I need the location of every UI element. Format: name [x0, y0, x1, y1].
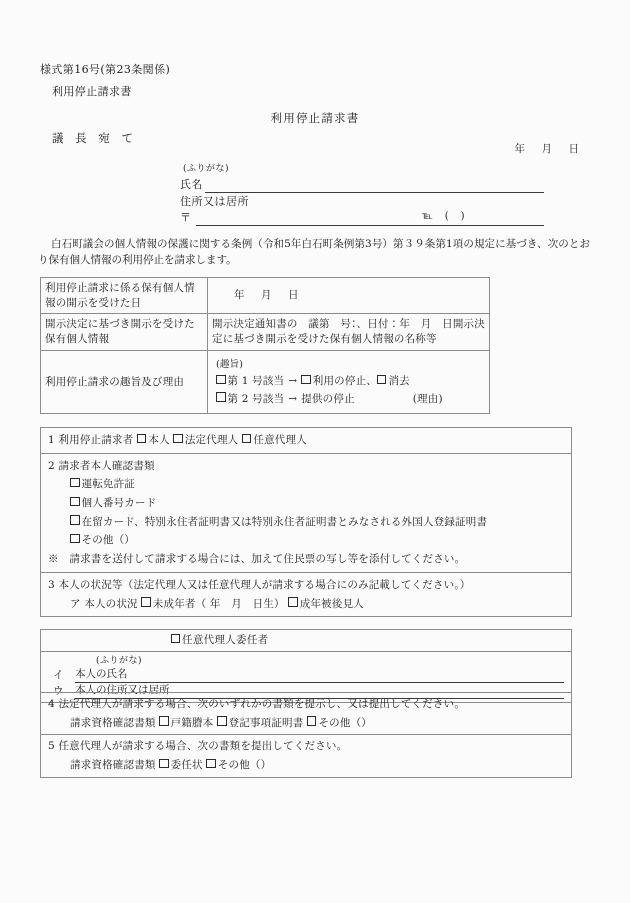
item-3-row	[48, 578, 564, 593]
item-1-number: 1	[48, 434, 55, 446]
disclosure-date-header: 利用停止請求に係る保有個人情報の開示を受けた日	[41, 278, 208, 314]
item-3-cell	[41, 572, 572, 616]
applicant-name-row	[180, 177, 544, 193]
applicant-address-input[interactable]	[196, 212, 544, 226]
purpose-subtitle: (趣旨)	[216, 358, 244, 370]
item-4-option-2: その他（）	[318, 716, 372, 729]
item-3-sub-key: ア	[70, 597, 81, 610]
item-5-row	[48, 739, 564, 754]
item-2-option-row-3	[48, 533, 564, 548]
proxy-name-key: イ	[53, 669, 64, 682]
arrow-icon: →	[288, 392, 298, 405]
table-row	[41, 314, 490, 350]
item-1-option-1: 法定代理人	[184, 434, 239, 446]
item-4-number: 4	[48, 698, 55, 710]
item-3-option-0: 未成年者（ 年 月 日生）	[152, 597, 285, 610]
item-3-option-1: 成年被後見人	[299, 597, 364, 610]
item-1-label: 利用停止請求者	[58, 434, 134, 446]
applicant-identity-block	[180, 163, 544, 226]
item-4-row	[48, 697, 564, 712]
checkbox-minor[interactable]	[141, 597, 151, 607]
item-1-cell	[41, 428, 572, 454]
submission-date-blank: 年 月 日	[514, 143, 582, 155]
item-3-sub-label: 本人の状況	[84, 597, 138, 610]
reason-label: (理由)	[412, 392, 443, 405]
item-2-option-0: 運転免許証	[81, 478, 135, 491]
item-5-options-row	[48, 758, 564, 773]
item-4-sub-label: 請求資格確認書類	[70, 716, 156, 729]
document-kind: 利用停止請求書	[52, 85, 132, 98]
purpose-option-1-label: 第 1 号該当	[227, 375, 285, 388]
applicant-telephone-label: ℡ ( )	[422, 211, 466, 223]
checkbox-power-of-attorney[interactable]	[159, 759, 169, 769]
item-4-option-0: 戸籍謄本	[170, 716, 214, 729]
checkbox-item-2[interactable]	[216, 392, 226, 402]
checkbox-stop-use[interactable]	[301, 375, 311, 385]
page-title: 利用停止請求書	[270, 111, 360, 125]
purpose-option-2-row	[216, 392, 483, 407]
proxy-address-label: 本人の住所又は居所	[75, 683, 170, 699]
checkbox-voluntary-proxy-delegator[interactable]	[171, 634, 181, 644]
disclosure-date-blank: 年 月 日	[234, 289, 302, 302]
intro-paragraph: 白石町議会の個人情報の保護に関する条例（令和5年白石町条例第3号）第３９条第1項の規定に基づき、次のとおり保有個人情報の利用停止を請求します。	[38, 238, 590, 267]
applicant-address-label: 住所又は居所	[180, 194, 249, 208]
checkbox-voluntary-proxy[interactable]	[242, 434, 252, 444]
item-5-option-0: 委任状	[170, 759, 203, 772]
purpose-option-2-text: 提供の停止	[301, 392, 355, 405]
applicant-name-label: 氏名	[180, 178, 203, 192]
item-4-option-1: 登記事項証明書	[228, 716, 304, 729]
checkbox-self[interactable]	[137, 434, 147, 444]
item-2-note: ※ 請求書を送付して請求する場合には、加えて住民票の写し等を添付してください。	[48, 553, 466, 566]
addressee: 議 長 宛 て	[52, 131, 137, 145]
applicant-furigana-label: (ふりがな)	[183, 164, 230, 174]
item-2-row	[48, 459, 564, 474]
checkbox-adult-ward[interactable]	[288, 597, 298, 607]
form-number: 様式第16号(第23条関係)	[40, 63, 171, 76]
table-row	[41, 572, 572, 616]
item-5-cell	[41, 735, 572, 777]
checkbox-statutory-proxy[interactable]	[173, 434, 183, 444]
item-2-option-row-0	[48, 477, 564, 492]
item-4-options-row	[48, 716, 564, 731]
disclosed-info-header: 開示決定に基づき開示を受けた保有個人情報	[41, 314, 208, 350]
item-2-option-row-2	[48, 515, 564, 530]
item-1-option-0: 本人	[148, 434, 170, 446]
item-3-sub-row	[48, 597, 564, 612]
postal-mark-icon: 〒	[180, 210, 191, 224]
proxy-address-key: ウ	[53, 684, 64, 697]
purpose-reason-header: 利用停止請求の趣旨及び理由	[41, 350, 208, 414]
checkbox-erase[interactable]	[377, 375, 387, 385]
item-1-row	[48, 433, 564, 448]
checkbox-residence-card[interactable]	[70, 515, 80, 525]
item-5-sub-label: 請求資格確認書類	[70, 759, 156, 772]
item-1-option-2: 任意代理人	[253, 434, 307, 446]
table-row	[41, 428, 572, 454]
applicant-address-row	[180, 210, 544, 226]
checkbox-other-qualification-5[interactable]	[206, 759, 216, 769]
disclosed-info-value[interactable]: 開示決定通知書の 議第 号：、日付：年 月 日開示決定に基づき開示を受けた保有個人情報の名称等	[208, 314, 490, 350]
checkbox-drivers-license[interactable]	[70, 478, 80, 488]
arrow-icon: →	[288, 375, 298, 388]
proxy-name-row	[48, 667, 564, 683]
checkbox-registry-certificate[interactable]	[217, 716, 227, 726]
purpose-option-1-row	[216, 374, 483, 389]
purpose-option-2-label: 第 2 号該当	[227, 392, 285, 405]
table-row	[41, 278, 490, 314]
item-3-label: 本人の状況等（法定代理人又は任意代理人が請求する場合にのみ記載してください。）	[58, 578, 471, 591]
proxy-furigana-label: (ふりがな)	[96, 655, 143, 666]
purpose-option-1a-label: 利用の停止、	[312, 375, 377, 388]
purpose-reason-value	[208, 350, 490, 414]
table-row	[41, 735, 572, 777]
requester-table	[40, 427, 572, 617]
table-row	[41, 350, 490, 414]
item-2-option-2: 在留カード、特別永住者証明書又は特別永住者証明書とみなされる外国人登録証明書	[81, 515, 488, 528]
checkbox-other-qualification-4[interactable]	[307, 716, 317, 726]
table-row	[41, 630, 572, 652]
purpose-option-1b-label: 消去	[388, 375, 410, 388]
item-2-option-1: 個人番号カード	[81, 497, 157, 510]
item-2-option-row-1	[48, 496, 564, 511]
disclosure-details-table	[40, 277, 490, 414]
item-5-number: 5	[48, 740, 55, 753]
item-2-label: 請求者本人確認書類	[58, 459, 155, 472]
qualification-docs-table	[40, 692, 572, 778]
item-2-option-3: その他（）	[81, 534, 135, 547]
applicant-name-input[interactable]	[205, 180, 544, 193]
table-row	[41, 693, 572, 735]
item-4-cell	[41, 693, 572, 735]
checkbox-my-number-card[interactable]	[70, 497, 80, 507]
item-4-label: 法定代理人が請求する場合、次のいずれかの書類を提示し、又は提出してください。	[58, 698, 466, 710]
item-5-label: 任意代理人が請求する場合、次の書類を提出してください。	[58, 740, 348, 753]
proxy-name-input[interactable]	[128, 670, 565, 683]
proxy-heading-cell	[41, 630, 572, 652]
item-5-option-1: その他（）	[217, 759, 272, 772]
disclosure-date-value[interactable]	[208, 278, 490, 314]
item-2-cell	[41, 453, 572, 572]
checkbox-family-register[interactable]	[159, 716, 169, 726]
table-row	[41, 453, 572, 572]
item-3-number: 3	[48, 578, 55, 591]
checkbox-item-1[interactable]	[216, 375, 226, 385]
checkbox-other-id[interactable]	[70, 534, 80, 544]
proxy-heading-label: 任意代理人委任者	[182, 634, 269, 646]
proxy-name-label: 本人の氏名	[75, 667, 128, 683]
item-2-number: 2	[48, 459, 55, 472]
